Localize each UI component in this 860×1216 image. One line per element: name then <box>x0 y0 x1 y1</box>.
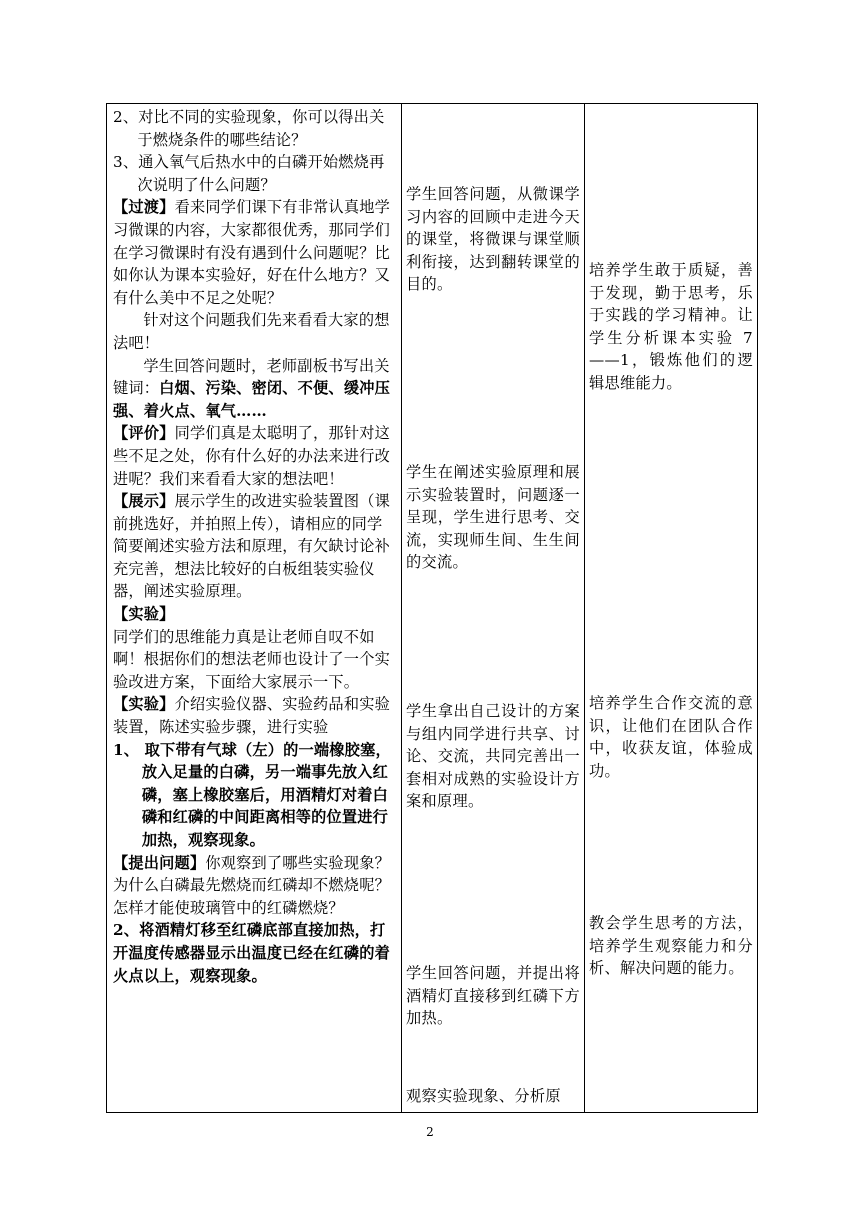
intent-block-1: 培养学生敢于质疑，善于发现，勤于思考，乐于实践的学习精神。让学生分析课本实验 7——1，锻炼他们的逻辑思维能力。 <box>589 261 753 392</box>
lesson-table <box>106 103 758 1113</box>
student-block-3: 学生拿出自己设计的方案与组内同学进行共享、讨论、交流，共同完善出一套相对成熟的实验设计方案和原理。 <box>406 702 580 811</box>
student-block-5: 观察实验现象、分析原 <box>406 1087 561 1105</box>
board-keywords: 白烟、污染、密闭、不便、缓冲压强、着火点、氧气…… <box>113 379 390 420</box>
step-1: 1、 取下带有气球（左）的一端橡胶塞，放入足量的白磷，另一端事先放入红磷，塞上橡胶塞后，用酒精灯对着白磷和红磷的中间距离相等的位置进行加热，观察现象。 <box>113 740 391 849</box>
student-block-2: 学生在阐述实验原理和展示实验装置时，问题逐一呈现，学生进行思考、交流，实现师生间、生生间的交流。 <box>406 463 580 572</box>
evaluation-paragraph <box>113 422 396 490</box>
experiment-tag: 【实验】 <box>113 605 175 624</box>
transition-text: 看来同学们课下有非常认真地学习微课的内容，大家都很优秀，那同学们在学习微课时有没有遇到什么问题呢？比如你认为课本实验好，好在什么地方？又有什么美中不足之处呢？ <box>113 198 390 307</box>
transition-paragraph <box>113 196 396 309</box>
student-activity-cell <box>402 104 585 1113</box>
show-paragraph <box>113 490 396 603</box>
experiment2-text: 介绍实验仪器、实验药品和实验装置，陈述实验步骤，进行实验 <box>113 695 390 737</box>
question-3: 3、通入氧气后热水中的白磷开始燃烧再次说明了什么问题？ <box>113 153 385 194</box>
evaluation-text: 同学们真是太聪明了，那针对这些不足之处，你有什么好的办法来进行改进呢？我们来看看大家的想法吧！ <box>113 424 390 488</box>
step-2: 2、将酒精灯移至红磷底部直接加热，打开温度传感器显示出温度已经在红磷的着火点以上，观察现象。 <box>113 921 390 985</box>
intent-block-3: 教会学生思考的方法，培养学生观察能力和分析、解决问题的能力。 <box>589 914 753 978</box>
question-2: 2、对比不同的实验现象，你可以得出关于燃烧条件的哪些结论？ <box>113 108 385 149</box>
ask-paragraph <box>113 852 396 920</box>
ask-tag: 【提出问题】 <box>113 853 206 872</box>
transition-tag: 【过渡】 <box>113 198 175 217</box>
teacher-activity-cell <box>107 104 402 1113</box>
page-number: 2 <box>426 1125 434 1139</box>
intent-block-2: 培养学生合作交流的意识，让他们在团队合作中，收获友谊，体验成功。 <box>589 694 753 780</box>
design-intent-cell <box>585 104 758 1113</box>
show-tag: 【展示】 <box>113 492 175 511</box>
student-block-1: 学生回答问题，从微课学习内容的回顾中走进今天的课堂，将微课与课堂顺利衔接，达到翻转课堂的目的。 <box>406 185 580 294</box>
table-row <box>107 104 758 1113</box>
board-paragraph <box>113 355 396 423</box>
focus-paragraph: 针对这个问题我们先来看看大家的想法吧！ <box>113 311 390 352</box>
ask-text: 你观察到了哪些实验现象？为什么白磷最先燃烧而红磷却不燃烧呢？怎样才能使玻璃管中的红磷燃烧？ <box>113 853 390 917</box>
experiment2-paragraph <box>113 693 396 738</box>
evaluation-tag: 【评价】 <box>113 424 175 443</box>
show-text: 展示学生的改进实验装置图（课前挑选好，并拍照上传），请相应的同学简要阐述实验方法和原理，有欠缺讨论补充完善，想法比较好的白板组装实验仪器，阐述实验原理。 <box>113 492 390 601</box>
experiment2-tag: 【实验】 <box>113 695 175 714</box>
student-block-4: 学生回答问题，并提出将酒精灯直接移到红磷下方加热。 <box>406 964 580 1028</box>
experiment-text: 同学们的思维能力真是让老师自叹不如啊！根据你们的想法老师也设计了一个实验改进方案，下面给大家展示一下。 <box>113 627 390 691</box>
board-text: 学生回答问题时，老师副板书写出关键词： <box>113 356 390 398</box>
